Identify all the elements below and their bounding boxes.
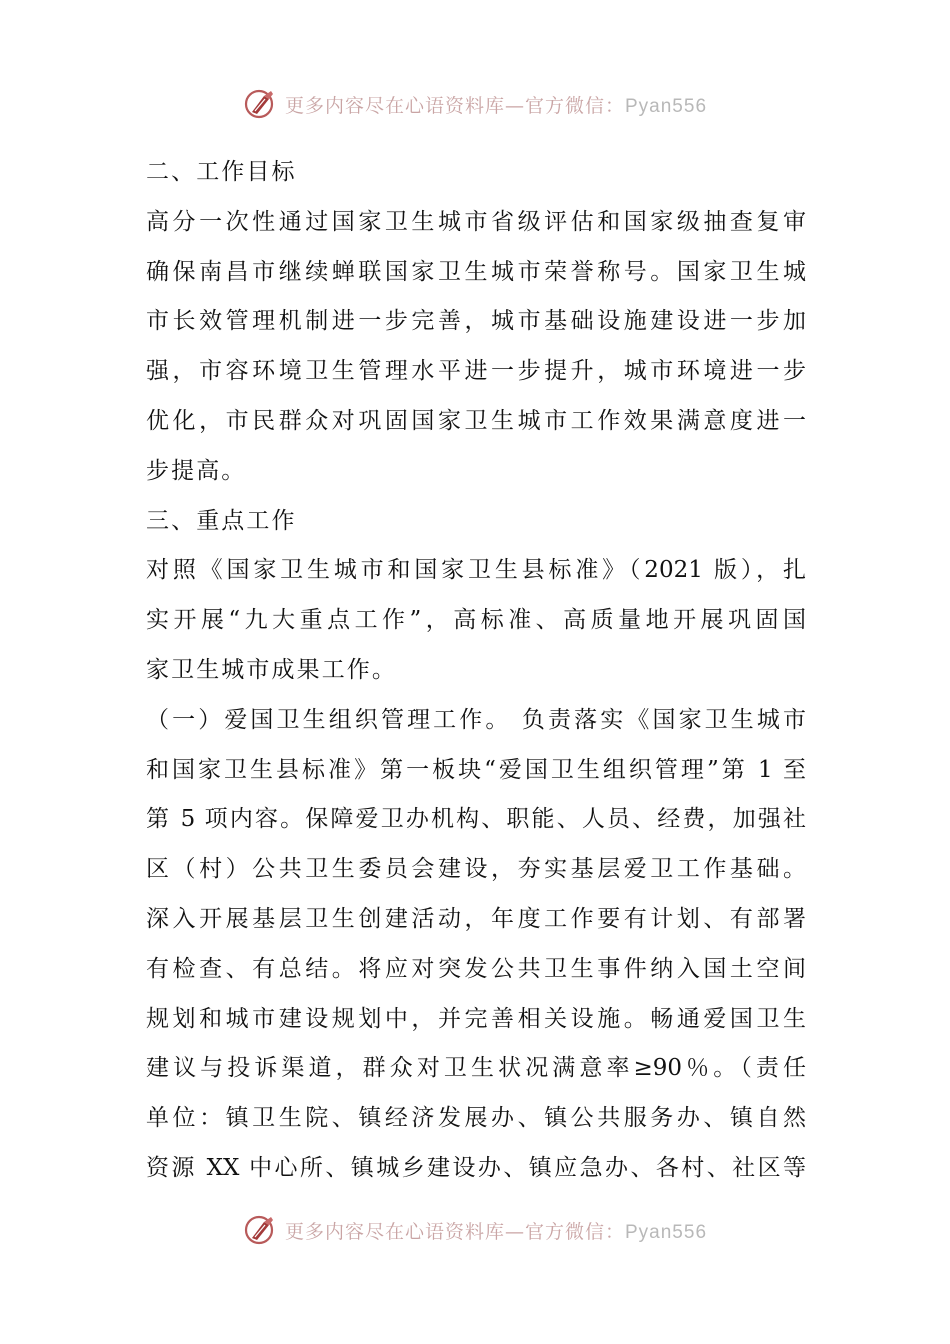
text-line: 实开展“九大重点工作”，高标准、高质量地开展巩固国 bbox=[146, 607, 806, 634]
text-line: 有检查、有总结。将应对突发公共卫生事件纳入国土空间 bbox=[146, 955, 806, 982]
watermark-text: 更多内容尽在心语资料库—官方微信：Pyan556 bbox=[284, 1220, 708, 1243]
text-line: 强，市容环境卫生管理水平进一步提升，城市环境进一步 bbox=[146, 358, 806, 385]
text-line: 单位：镇卫生院、镇经济发展办、镇公共服务办、镇自然 bbox=[146, 1105, 806, 1132]
text-line: 步提高。 bbox=[146, 457, 247, 484]
text-line: 家卫生城市成果工作。 bbox=[146, 656, 397, 683]
wechat-id: Pyan556 bbox=[625, 1221, 708, 1243]
header-watermark-banner bbox=[0, 84, 950, 124]
text-line: 确保南昌市继续蝉联国家卫生城市荣誉称号。国家卫生城 bbox=[146, 258, 806, 285]
wechat-id: Pyan556 bbox=[625, 95, 708, 117]
pen-nib-logo-icon bbox=[243, 87, 277, 121]
text-line: 建议与投诉渠道，群众对卫生状况满意率≥90％。（责任 bbox=[146, 1055, 806, 1082]
text-line: 二、工作目标 bbox=[146, 159, 297, 185]
text-line: 规划和城市建设规划中，并完善相关设施。畅通爱国卫生 bbox=[146, 1005, 806, 1032]
pen-nib-logo-icon bbox=[243, 1213, 277, 1247]
text-line: 三、重点工作 bbox=[146, 507, 297, 534]
text-line: 市长效管理机制进一步完善，城市基础设施建设进一步加 bbox=[146, 308, 806, 335]
text-line: 深入开展基层卫生创建活动，年度工作要有计划、有部署 bbox=[146, 905, 806, 932]
footer-watermark-banner bbox=[0, 1210, 950, 1250]
text-line: 资源 XX 中心所、镇城乡建设办、镇应急办、各村、社区等 bbox=[146, 1154, 806, 1181]
text-line: 优化，市民群众对巩固国家卫生城市工作效果满意度进一 bbox=[146, 407, 806, 434]
watermark-text: 更多内容尽在心语资料库—官方微信：Pyan556 bbox=[284, 94, 708, 117]
text-line: 第 5 项内容。保障爱卫办机构、职能、人员、经费，加强社 bbox=[146, 806, 806, 833]
text-line: 高分一次性通过国家卫生城市省级评估和国家级抽查复审 bbox=[146, 208, 806, 235]
text-line: （一）爱国卫生组织管理工作。 负责落实《国家卫生城市 bbox=[146, 706, 806, 733]
text-line: 区（村）公共卫生委员会建设，夯实基层爱卫工作基础。 bbox=[146, 856, 806, 883]
text-line: 对照《国家卫生城市和国家卫生县标准》（2021 版），扎 bbox=[146, 557, 806, 584]
document-body bbox=[146, 148, 806, 1194]
text-line: 和国家卫生县标准》第一板块“爱国卫生组织管理”第 1 至 bbox=[146, 756, 806, 783]
